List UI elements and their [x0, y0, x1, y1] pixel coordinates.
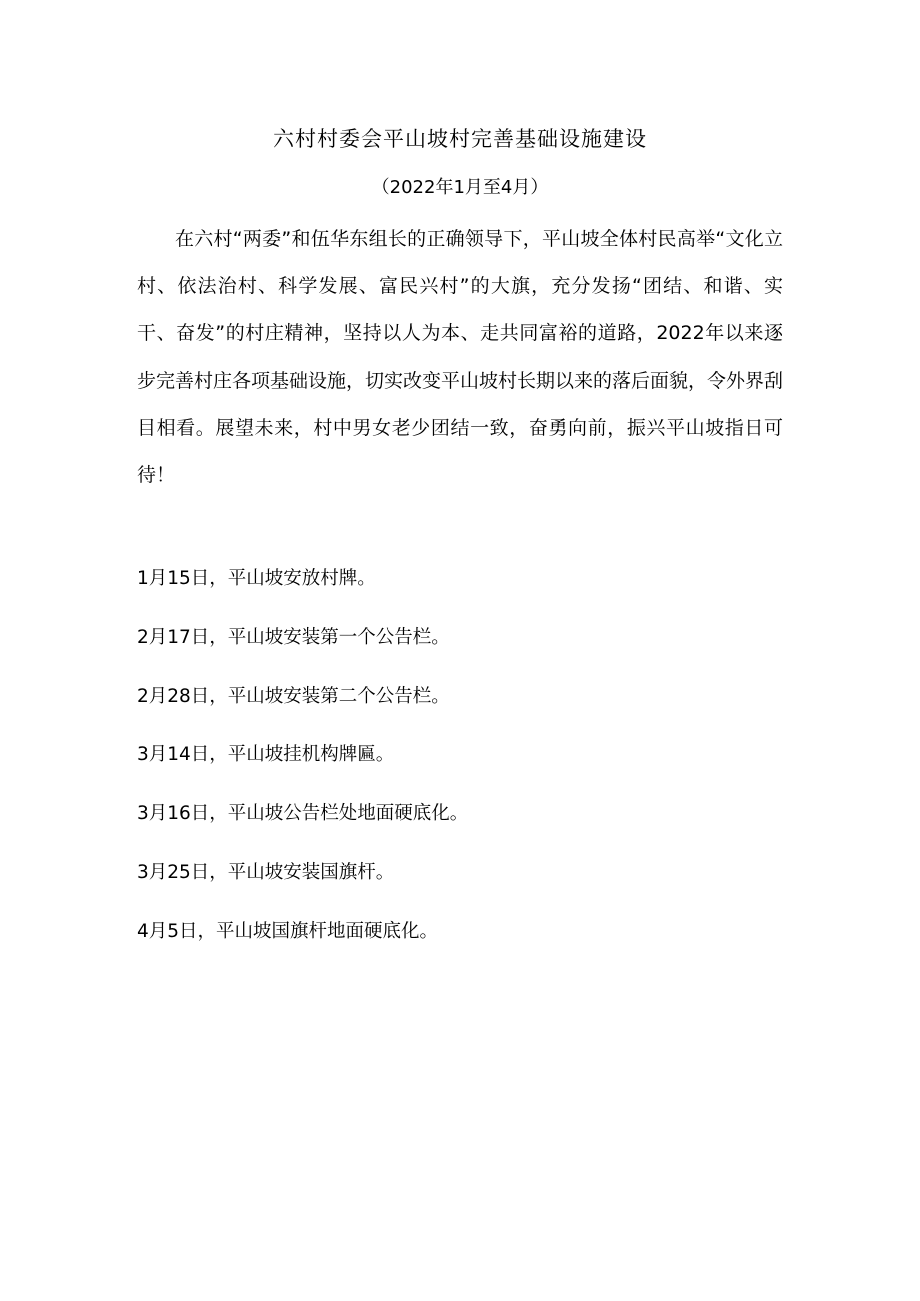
event-item: 2月17日，平山坡安装第一个公告栏。	[137, 626, 450, 648]
event-item: 3月16日，平山坡公告栏处地面硬底化。	[137, 803, 469, 825]
event-list	[137, 564, 783, 976]
event-item: 2月28日，平山坡安装第二个公告栏。	[137, 685, 450, 707]
event-item: 1月15日，平山坡安放村牌。	[137, 568, 376, 589]
document-title: 六村村委会平山坡村完善基础设施建设	[273, 127, 647, 151]
document-subtitle: （2022年1月至4月）	[371, 177, 549, 198]
intro-paragraph: 在六村“两委”和伍华东组长的正确领导下，平山坡全体村民高举“文化立村、依法治村、科学发展、富民兴村”的大旗，充分发扬“团结、和谐、实干、奋发”的村庄精神，坚持以人为本、走共同富裕的道路，2022年以来逐步完善村庄各项基础设施，切实改变平山坡村长期以来的落后面貌，令外界刮目相看。展望未来，村中男女老少团结一致，奋勇向前，振兴平山坡指日可待！	[137, 228, 784, 487]
event-item: 3月25日，平山坡安装国旗杆。	[137, 861, 395, 883]
event-item: 3月14日，平山坡挂机构牌匾。	[137, 744, 395, 766]
event-item: 4月5日，平山坡国旗杆地面硬底化。	[137, 920, 439, 942]
